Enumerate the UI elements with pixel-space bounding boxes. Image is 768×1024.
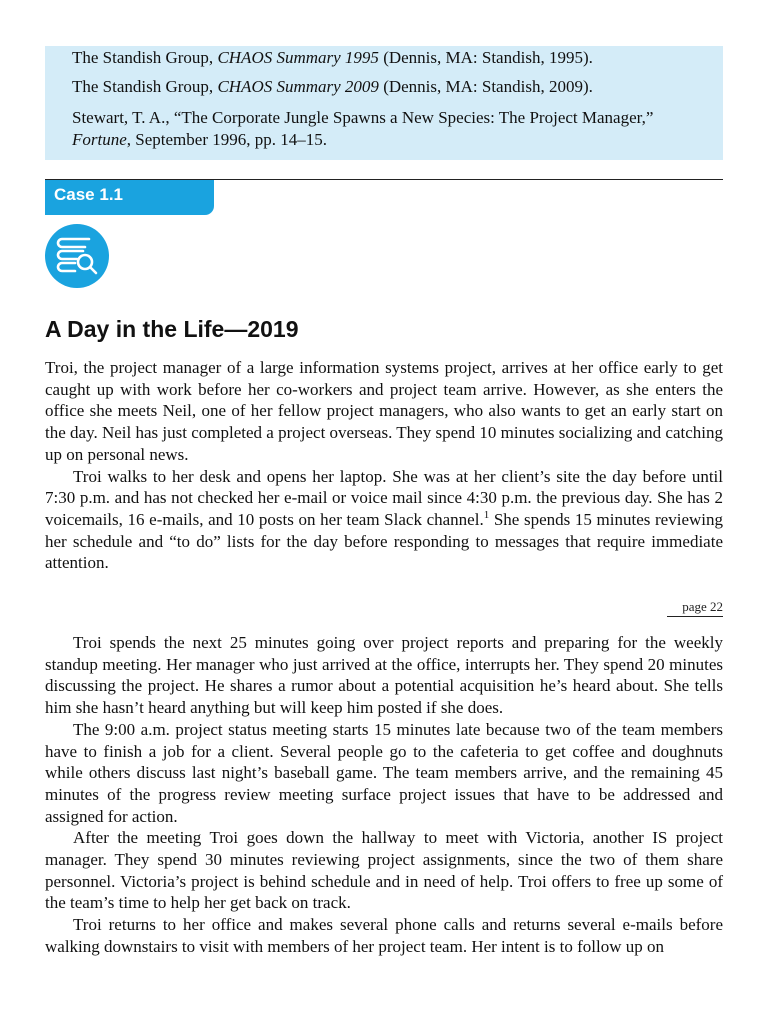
references-box [45, 46, 723, 160]
case-title: A Day in the Life—2019 [45, 316, 299, 342]
paragraph: Troi, the project manager of a large information systems project, arrives at her office early to get caught up with work before her co-workers and project team arrive. However, as she enters the office she meets Neil, one of her fellow project managers, who also wants to get an early start on the day. Neil has just completed a project overseas. They spend 10 minutes socializing and catching up on personal news. [45, 358, 723, 464]
reference-item: Stewart, T. A., “The Corporate Jungle Spawns a New Species: The Project Manager,” Fortune, September 1996, pp. 14–15. [72, 108, 654, 149]
reference-item: The Standish Group, CHAOS Summary 2009 (Dennis, MA: Standish, 2009). [72, 77, 593, 96]
paragraph: Troi walks to her desk and opens her laptop. She was at her client’s site the day before until 7:30 p.m. and has not checked her e-mail or voice mail since 4:30 p.m. the previous day. She has 2 voicemails, 16 e-mails, and 10 posts on her team Slack channel.$^1$ She spends 15 minutes reviewing her schedule and “to do” lists for the day before responding to messages that require immediate attention. [45, 466, 723, 573]
footnote-marker[interactable]: 1 [483, 508, 490, 521]
paragraph: Troi returns to her office and makes several phone calls and returns several e-mails before walking downstairs to visit with members of her project team. Her intent is to follow up on [45, 915, 723, 956]
paragraph: The 9:00 a.m. project status meeting starts 15 minutes late because two of the team members have to finish a job for a client. Several people go to the cafeteria to get coffee and doughnuts while others discuss last night’s baseball game. The team members arrive, and the remaining 45 minutes of the progress review meeting surface project issues that have to be addressed and assigned for action. [45, 719, 723, 826]
case-label: Case 1.1 [45, 180, 214, 215]
page-marker: page 22 [667, 597, 723, 617]
case-body-part2 [45, 632, 723, 958]
case-body-part1 [45, 357, 723, 574]
paragraph: After the meeting Troi goes down the hallway to meet with Victoria, another IS project manager. They spend 30 minutes reviewing project assignments, since the two of them share personnel. Victoria’s project is behind schedule and in need of help. Troi offers to free up some of the team’s time to help her get back on track. [45, 828, 723, 913]
reference-item: The Standish Group, CHAOS Summary 1995 (Dennis, MA: Standish, 1995). [72, 48, 593, 67]
search-books-icon [45, 224, 109, 288]
paragraph: Troi spends the next 25 minutes going over project reports and preparing for the weekly standup meeting. Her manager who just arrived at the office, interrupts her. They spend 20 minutes discussing the project. He shares a rumor about a potential acquisition he’s heard about. She tells him she hasn’t heard anything but will keep him posted if she does. [45, 633, 723, 718]
